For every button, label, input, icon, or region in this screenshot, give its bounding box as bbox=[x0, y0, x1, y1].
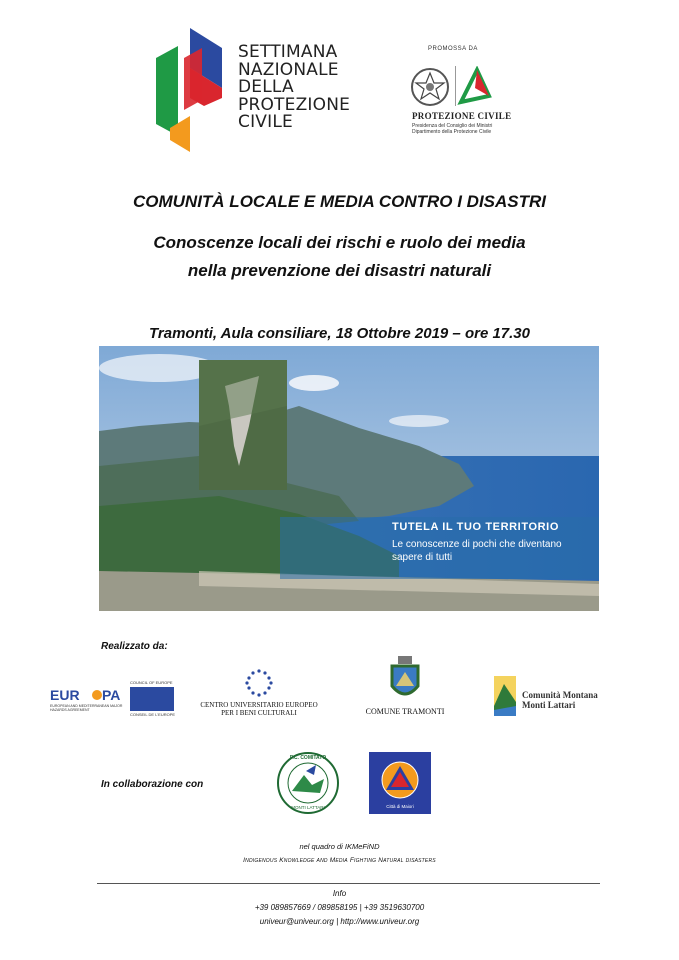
realizzato-label: Realizzato da: bbox=[101, 641, 168, 652]
nel-quadro-text: nel quadro di IKMeFiND bbox=[299, 842, 380, 851]
event-subtitle-line1: Conoscenze locali dei rischi e ruolo dei media bbox=[153, 233, 526, 252]
protezione-civile-title: PROTEZIONE CIVILE bbox=[412, 111, 512, 121]
cueebc-text: CENTRO UNIVERSITARIO EUROPEO PER I BENI CULTURALI bbox=[200, 701, 318, 717]
phone-numbers: +39 089857669 / 089858195 | +39 3519630700 bbox=[254, 903, 425, 912]
europa-logo bbox=[50, 678, 125, 718]
coe-top-text: COUNCIL OF EUROPE bbox=[130, 680, 173, 685]
council-of-europe-logo bbox=[130, 680, 176, 718]
italian-emblem-icon bbox=[409, 65, 451, 109]
seal-bottom-text: MONTI LATTARI bbox=[291, 805, 325, 810]
seal-top-text: P.C. COMITATO bbox=[289, 755, 327, 761]
maiori-protezione-badge bbox=[369, 752, 431, 814]
tramonti-crest-icon bbox=[388, 656, 422, 704]
footer-divider bbox=[97, 883, 600, 884]
contact-links[interactable]: univeur@univeur.org | http://www.univeur.org bbox=[259, 917, 420, 926]
protezione-civile-subtitle: Presidenza del Consiglio dei Ministri Dipartimento della Protezione Civile bbox=[412, 123, 493, 135]
europa-logo-icon bbox=[50, 678, 125, 718]
coe-flag-icon bbox=[130, 687, 174, 711]
event-subtitle-line2: nella prevenzione dei disastri naturali bbox=[187, 261, 492, 280]
europa-subtitle: EUROPEAN AND MEDITERRANEAN MAJOR HAZARDS AGREEMENT bbox=[50, 704, 123, 712]
protezione-civile-mark-icon bbox=[455, 66, 495, 106]
info-label: Info bbox=[332, 889, 347, 898]
eu-stars-icon bbox=[244, 668, 274, 698]
tramonti-text: COMUNE TRAMONTI bbox=[365, 707, 445, 716]
event-main-title: COMUNITÀ LOCALE E MEDIA CONTRO I DISASTRI bbox=[132, 192, 547, 211]
ikmefind-text: Indigenous Knowledge and Media Fighting Natural disasters bbox=[243, 857, 436, 864]
pc-comitato-seal bbox=[276, 751, 340, 815]
photo-caption-title: TUTELA IL TUO TERRITORIO bbox=[392, 521, 559, 533]
promossa-label: PROMOSSA DA bbox=[428, 46, 478, 52]
settimana-logo-text: SETTIMANA NAZIONALE DELLA PROTEZIONE CIVILE bbox=[238, 42, 351, 132]
cmml-mountain-icon bbox=[494, 676, 516, 716]
cueebc-logo bbox=[200, 668, 318, 718]
svg-text:EUR: EUR bbox=[50, 687, 80, 703]
coe-bottom-text: CONSEIL DE L'EUROPE bbox=[130, 712, 176, 717]
cmml-text: Comunità Montana Monti Lattari bbox=[522, 690, 598, 710]
comunita-montana-logo bbox=[494, 676, 614, 716]
collaborazione-label: In collaborazione con bbox=[101, 779, 204, 790]
badge-text: Città di Maiori bbox=[386, 804, 414, 809]
comune-tramonti-logo bbox=[358, 656, 452, 720]
svg-text:PA: PA bbox=[102, 687, 121, 703]
settimana-logo-icon bbox=[150, 28, 230, 152]
photo-caption-subtitle: Le conoscenze di pochi che diventano sapere di tutti bbox=[392, 539, 562, 563]
event-location-date: Tramonti, Aula consiliare, 18 Ottobre 2019 – ore 17.30 bbox=[149, 325, 530, 342]
